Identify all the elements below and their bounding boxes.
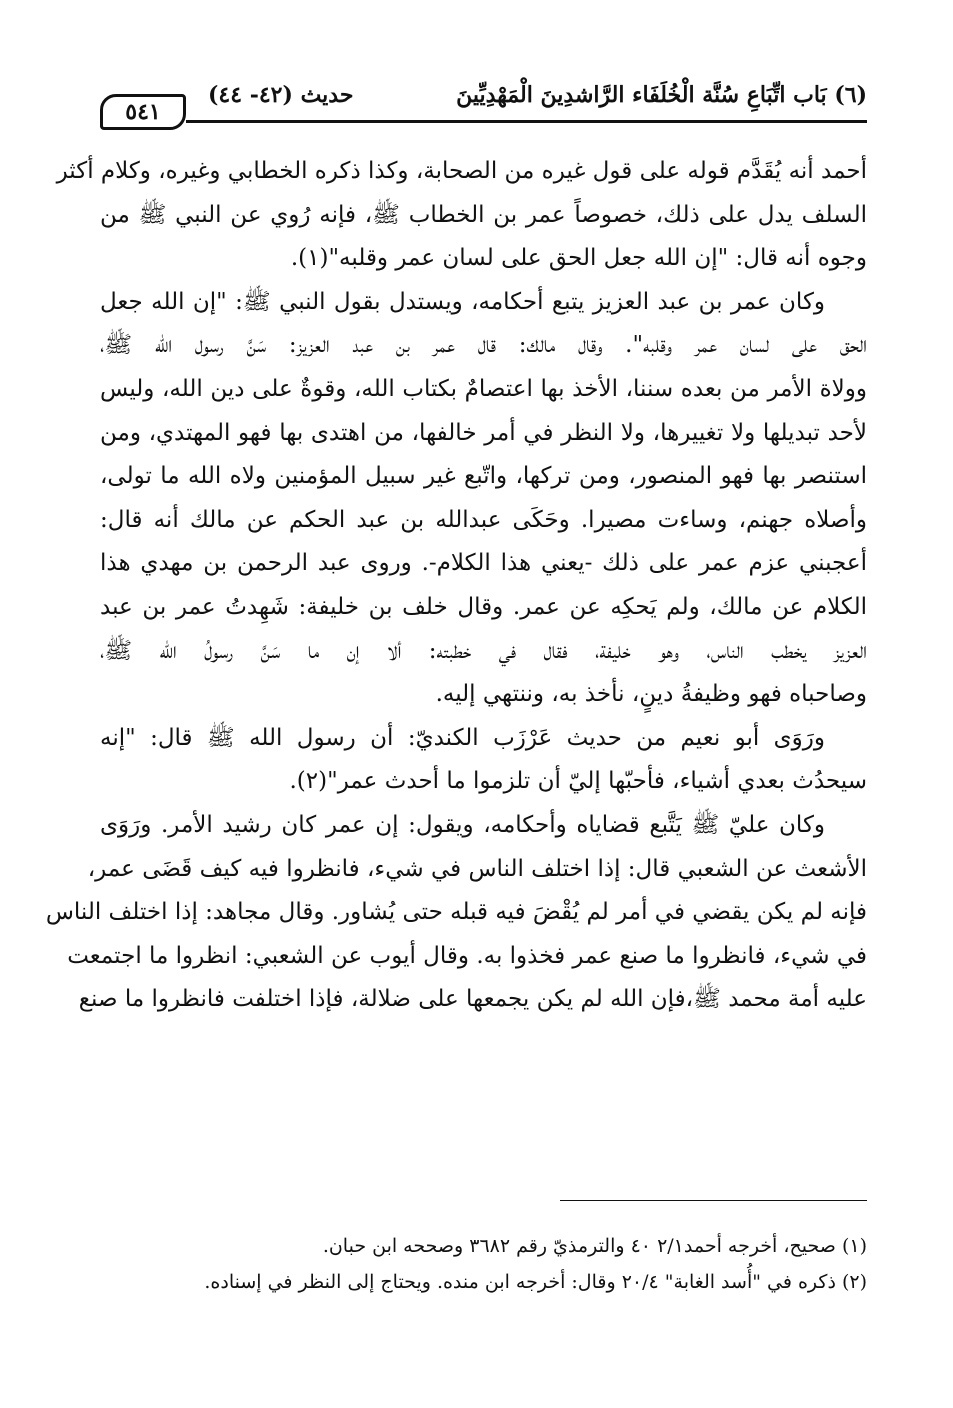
text-line: وكان عليّ ﷺ يَتَّبع قضاياه وأحكامه، ويقول: إن عمر كان رشيد الأمر. ورَوَى bbox=[100, 811, 825, 838]
text-line: استنصر بها فهو المنصور، ومن تركها، واتّبع غير سبيل المؤمنين ولاه الله ما تولى، bbox=[100, 463, 867, 490]
text-line: وصاحباه فهو وظيفةُ دينٍ، نأخذ به، وننتهي إليه. bbox=[435, 681, 867, 708]
footnotes bbox=[100, 1228, 867, 1300]
text-line: الحق على لسان عمر وقلبه". وقال مالك: قال عمر بن عبد العزيز: سَنَّ رسول الله ﷺ، bbox=[100, 332, 867, 359]
hadith-range: حديث (٤٢- ٤٤) bbox=[208, 82, 354, 108]
footnote-divider bbox=[560, 1200, 867, 1201]
text-line: الكلام عن مالك، ولم يَحكِه عن عمر. وقال خلف بن خليفة: شَهِدتُ عمر بن عبد bbox=[100, 593, 867, 620]
paragraph bbox=[100, 281, 867, 717]
header-rule bbox=[186, 120, 867, 123]
paragraph bbox=[45, 804, 867, 1022]
text-line: في شيء، فانظروا ما صنع عمر فخذوا به. وقال أيوب عن الشعبي: انظروا ما اجتمعت bbox=[67, 942, 867, 969]
text-line: العزيز يخطب الناس، وهو خليفة، فقال في خطبته: ألا إن ما سَنَّ رسولُ الله ﷺ، bbox=[100, 637, 867, 664]
main-text bbox=[45, 150, 867, 1022]
footnote: (٢) ذكره في "أُسد الغابة" ٢٠/٤ وقال: أخرجه ابن منده. ويحتاج إلى النظر في إسناده. bbox=[204, 1271, 867, 1293]
text-line: ورَوَى أبو نعيم من حديث عَرْزَب الكنديّ: أن رسول الله ﷺ قال: "إنه bbox=[100, 724, 825, 751]
text-line: وجوه أنه قال: "إن الله جعل الحق على لسان عمر وقلبه"(١). bbox=[290, 245, 867, 272]
text-line: وأصلاه جهنم، وساءت مصيرا. وحَكَى عبدالله بن عبد الحكم عن مالك أنه قال: bbox=[100, 506, 867, 533]
page-header bbox=[100, 80, 867, 130]
text-line: لأحد تبديلها ولا تغييرها، ولا النظر في أمر خالفها، من اهتدى بها فهو المهتدي، ومن bbox=[100, 419, 867, 446]
text-line: وولاة الأمر من بعده سننا، الأخذ بها اعتصامٌ بكتاب الله، وقوةٌ على دين الله، وليس bbox=[100, 375, 867, 402]
text-line: السلف يدل على ذلك، خصوصاً عمر بن الخطاب ﷺ، فإنه رُوي عن النبي ﷺ من bbox=[100, 201, 867, 228]
text-line: سيحدُث بعدي أشياء، فأحبّها إليّ أن تلزموا ما أحدث عمر"(٢). bbox=[289, 768, 867, 795]
text-line: أعجبني عزم عمر على ذلك -يعني هذا الكلام-. وروى عبد الرحمن بن مهدي هذا bbox=[100, 550, 867, 577]
paragraph bbox=[100, 717, 867, 804]
text-line: عليه أمة محمد ﷺ،فإن الله لم يكن يجمعها على ضلالة، فإذا اختلفت فانظروا ما صنع bbox=[78, 986, 867, 1013]
page-number: ٥٤١ bbox=[100, 94, 186, 130]
text-line: الأشعث عن الشعبي قال: إذا اختلف الناس في شيء، فانظروا فيه كيف قَضَى عمر، bbox=[87, 855, 867, 882]
text-line: فإنه لم يكن يقضي في أمر لم يُقْضَ فيه قبله حتى يُشاور. وقال مجاهد: إذا اختلف الناس bbox=[45, 899, 867, 926]
text-line: وكان عمر بن عبد العزيز يتبع أحكامه، ويستدل بقول النبي ﷺ: "إن الله جعل bbox=[100, 288, 825, 315]
text-line: أحمد أنه يُقَدَّم قوله على قول غيره من الصحابة، وكذا ذكره الخطابي وغيره، وكلام أكثر bbox=[56, 158, 867, 184]
paragraph bbox=[56, 150, 867, 281]
footnote: (١) صحيح، أخرجه أحمد٢/١ ٤٠ والترمذيّ رقم ٣٦٨٢ وصححه ابن حبان. bbox=[322, 1235, 867, 1257]
chapter-title: (٦) بَاب اتِّبَاعِ سُنَّة الْخُلَفَاء الرَّاشدِينَ الْمَهْدِيِّينَ bbox=[456, 82, 867, 108]
